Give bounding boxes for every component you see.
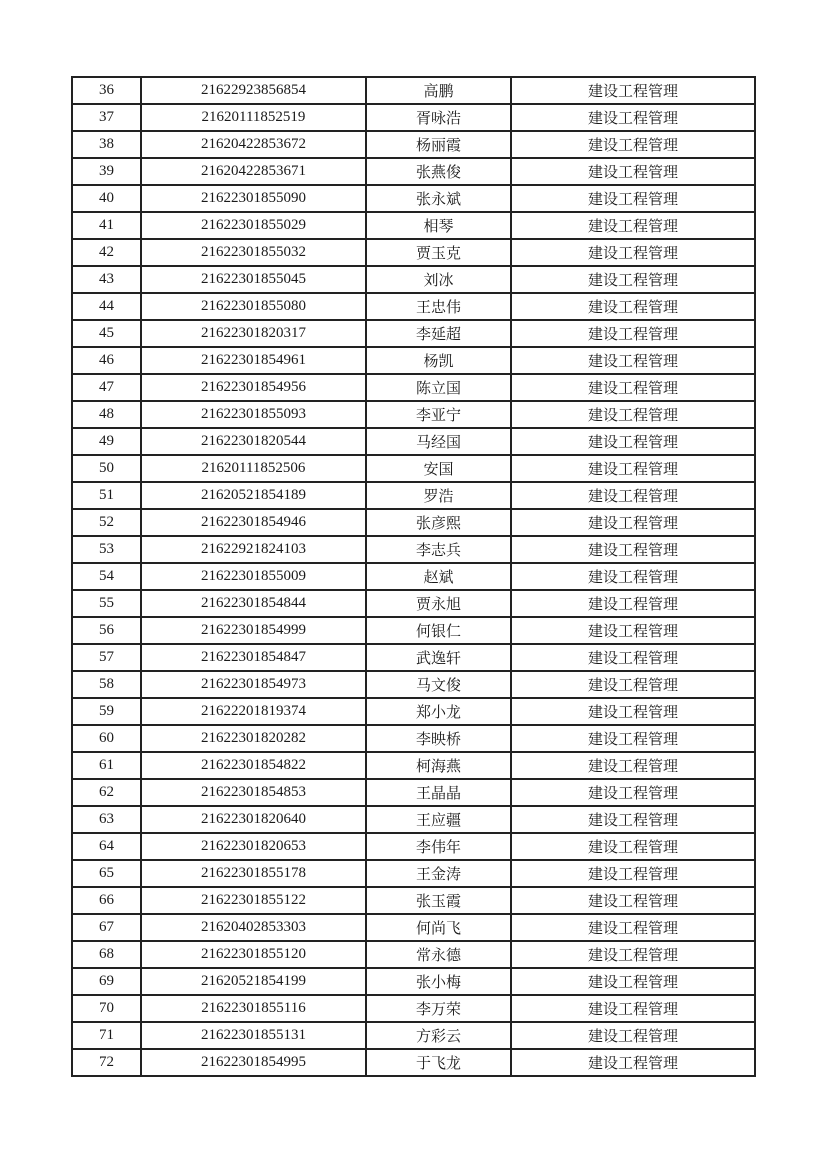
cell-id: 21622301855131 <box>141 1022 366 1049</box>
cell-name: 赵斌 <box>366 563 511 590</box>
cell-major: 建设工程管理 <box>511 482 755 509</box>
cell-id: 21620521854189 <box>141 482 366 509</box>
cell-major: 建设工程管理 <box>511 563 755 590</box>
cell-id: 21620402853303 <box>141 914 366 941</box>
cell-name: 张彦熙 <box>366 509 511 536</box>
cell-id: 21622301854847 <box>141 644 366 671</box>
cell-major: 建设工程管理 <box>511 914 755 941</box>
cell-id: 21622301855045 <box>141 266 366 293</box>
cell-name: 李伟年 <box>366 833 511 860</box>
cell-no: 72 <box>72 1049 141 1076</box>
cell-no: 38 <box>72 131 141 158</box>
cell-name: 杨丽霞 <box>366 131 511 158</box>
table-row <box>72 212 755 239</box>
cell-major: 建设工程管理 <box>511 725 755 752</box>
cell-id: 21622301820544 <box>141 428 366 455</box>
cell-name: 李志兵 <box>366 536 511 563</box>
cell-name: 李万荣 <box>366 995 511 1022</box>
table-row <box>72 104 755 131</box>
cell-no: 60 <box>72 725 141 752</box>
cell-id: 21622301854999 <box>141 617 366 644</box>
table-row <box>72 293 755 320</box>
table-row <box>72 644 755 671</box>
cell-no: 56 <box>72 617 141 644</box>
cell-name: 高鹏 <box>366 77 511 104</box>
cell-major: 建设工程管理 <box>511 239 755 266</box>
cell-name: 罗浩 <box>366 482 511 509</box>
cell-id: 21622301854961 <box>141 347 366 374</box>
cell-id: 21622301820282 <box>141 725 366 752</box>
cell-no: 50 <box>72 455 141 482</box>
cell-name: 柯海燕 <box>366 752 511 779</box>
cell-no: 70 <box>72 995 141 1022</box>
table-row <box>72 77 755 104</box>
cell-major: 建设工程管理 <box>511 995 755 1022</box>
cell-id: 21620422853672 <box>141 131 366 158</box>
table-row <box>72 941 755 968</box>
table-row <box>72 536 755 563</box>
cell-id: 21622301854995 <box>141 1049 366 1076</box>
cell-no: 49 <box>72 428 141 455</box>
cell-name: 郑小龙 <box>366 698 511 725</box>
cell-name: 张永斌 <box>366 185 511 212</box>
cell-major: 建设工程管理 <box>511 860 755 887</box>
table-row <box>72 590 755 617</box>
table-row <box>72 779 755 806</box>
cell-name: 陈立国 <box>366 374 511 401</box>
table-row <box>72 968 755 995</box>
table-row <box>72 239 755 266</box>
table-row <box>72 806 755 833</box>
cell-name: 马文俊 <box>366 671 511 698</box>
cell-major: 建设工程管理 <box>511 212 755 239</box>
cell-major: 建设工程管理 <box>511 671 755 698</box>
cell-no: 52 <box>72 509 141 536</box>
table-row <box>72 617 755 644</box>
cell-name: 张玉霞 <box>366 887 511 914</box>
cell-no: 37 <box>72 104 141 131</box>
cell-no: 47 <box>72 374 141 401</box>
cell-name: 李延超 <box>366 320 511 347</box>
cell-no: 67 <box>72 914 141 941</box>
cell-name: 王忠伟 <box>366 293 511 320</box>
cell-major: 建设工程管理 <box>511 779 755 806</box>
table-row <box>72 671 755 698</box>
table-row <box>72 860 755 887</box>
cell-id: 21622301855093 <box>141 401 366 428</box>
cell-major: 建设工程管理 <box>511 185 755 212</box>
cell-id: 21622301854822 <box>141 752 366 779</box>
cell-name: 何银仁 <box>366 617 511 644</box>
table-row <box>72 347 755 374</box>
cell-name: 刘冰 <box>366 266 511 293</box>
cell-major: 建设工程管理 <box>511 158 755 185</box>
cell-id: 21622301855178 <box>141 860 366 887</box>
table-row <box>72 563 755 590</box>
table-row <box>72 320 755 347</box>
cell-major: 建设工程管理 <box>511 887 755 914</box>
cell-name: 张燕俊 <box>366 158 511 185</box>
cell-name: 相琴 <box>366 212 511 239</box>
cell-name: 安国 <box>366 455 511 482</box>
cell-no: 51 <box>72 482 141 509</box>
table-row <box>72 725 755 752</box>
cell-major: 建设工程管理 <box>511 428 755 455</box>
cell-no: 41 <box>72 212 141 239</box>
cell-major: 建设工程管理 <box>511 644 755 671</box>
cell-id: 21622301820640 <box>141 806 366 833</box>
table-row <box>72 185 755 212</box>
cell-no: 39 <box>72 158 141 185</box>
cell-no: 40 <box>72 185 141 212</box>
cell-id: 21622301854853 <box>141 779 366 806</box>
cell-major: 建设工程管理 <box>511 617 755 644</box>
cell-name: 武逸轩 <box>366 644 511 671</box>
cell-name: 杨凯 <box>366 347 511 374</box>
cell-id: 21622301820317 <box>141 320 366 347</box>
cell-major: 建设工程管理 <box>511 131 755 158</box>
student-roster-table <box>71 76 756 1077</box>
cell-name: 王金涛 <box>366 860 511 887</box>
cell-name: 马经国 <box>366 428 511 455</box>
cell-no: 59 <box>72 698 141 725</box>
table-row <box>72 158 755 185</box>
cell-id: 21620422853671 <box>141 158 366 185</box>
cell-major: 建设工程管理 <box>511 806 755 833</box>
cell-id: 21622301855009 <box>141 563 366 590</box>
cell-no: 42 <box>72 239 141 266</box>
table-row <box>72 266 755 293</box>
cell-name: 张小梅 <box>366 968 511 995</box>
cell-no: 66 <box>72 887 141 914</box>
cell-major: 建设工程管理 <box>511 968 755 995</box>
table-row <box>72 1022 755 1049</box>
cell-no: 62 <box>72 779 141 806</box>
cell-name: 方彩云 <box>366 1022 511 1049</box>
cell-id: 21622923856854 <box>141 77 366 104</box>
cell-id: 21622301854946 <box>141 509 366 536</box>
cell-no: 53 <box>72 536 141 563</box>
cell-major: 建设工程管理 <box>511 1022 755 1049</box>
cell-no: 71 <box>72 1022 141 1049</box>
cell-major: 建设工程管理 <box>511 698 755 725</box>
cell-major: 建设工程管理 <box>511 77 755 104</box>
cell-no: 64 <box>72 833 141 860</box>
cell-major: 建设工程管理 <box>511 104 755 131</box>
cell-no: 69 <box>72 968 141 995</box>
cell-id: 21622301854956 <box>141 374 366 401</box>
table-row <box>72 752 755 779</box>
cell-major: 建设工程管理 <box>511 401 755 428</box>
cell-id: 21622301855116 <box>141 995 366 1022</box>
cell-major: 建设工程管理 <box>511 941 755 968</box>
cell-major: 建设工程管理 <box>511 374 755 401</box>
table-row <box>72 833 755 860</box>
cell-no: 63 <box>72 806 141 833</box>
table-row <box>72 131 755 158</box>
cell-major: 建设工程管理 <box>511 509 755 536</box>
table-row <box>72 914 755 941</box>
cell-no: 36 <box>72 77 141 104</box>
cell-id: 21622301855029 <box>141 212 366 239</box>
cell-major: 建设工程管理 <box>511 590 755 617</box>
cell-name: 常永德 <box>366 941 511 968</box>
cell-major: 建设工程管理 <box>511 1049 755 1076</box>
cell-no: 68 <box>72 941 141 968</box>
student-table-body <box>72 77 755 1076</box>
cell-major: 建设工程管理 <box>511 536 755 563</box>
cell-name: 贾玉克 <box>366 239 511 266</box>
table-row <box>72 455 755 482</box>
cell-major: 建设工程管理 <box>511 293 755 320</box>
cell-name: 于飞龙 <box>366 1049 511 1076</box>
cell-id: 21620521854199 <box>141 968 366 995</box>
table-row <box>72 995 755 1022</box>
table-row <box>72 401 755 428</box>
table-row <box>72 887 755 914</box>
cell-major: 建设工程管理 <box>511 320 755 347</box>
cell-name: 王应疆 <box>366 806 511 833</box>
table-row <box>72 1049 755 1076</box>
cell-no: 46 <box>72 347 141 374</box>
cell-name: 李映桥 <box>366 725 511 752</box>
cell-name: 胥咏浩 <box>366 104 511 131</box>
cell-major: 建设工程管理 <box>511 752 755 779</box>
cell-no: 54 <box>72 563 141 590</box>
cell-no: 48 <box>72 401 141 428</box>
cell-id: 21622301855090 <box>141 185 366 212</box>
cell-name: 贾永旭 <box>366 590 511 617</box>
table-row <box>72 698 755 725</box>
cell-id: 21622301854844 <box>141 590 366 617</box>
cell-id: 21620111852506 <box>141 455 366 482</box>
cell-no: 43 <box>72 266 141 293</box>
table-row <box>72 482 755 509</box>
cell-no: 65 <box>72 860 141 887</box>
cell-no: 61 <box>72 752 141 779</box>
cell-name: 王晶晶 <box>366 779 511 806</box>
cell-major: 建设工程管理 <box>511 455 755 482</box>
cell-no: 44 <box>72 293 141 320</box>
cell-id: 21622301854973 <box>141 671 366 698</box>
cell-id: 21622921824103 <box>141 536 366 563</box>
cell-no: 45 <box>72 320 141 347</box>
cell-major: 建设工程管理 <box>511 266 755 293</box>
cell-id: 21622301855080 <box>141 293 366 320</box>
cell-id: 21622301855032 <box>141 239 366 266</box>
table-row <box>72 509 755 536</box>
cell-name: 何尚飞 <box>366 914 511 941</box>
cell-major: 建设工程管理 <box>511 833 755 860</box>
cell-no: 58 <box>72 671 141 698</box>
cell-no: 55 <box>72 590 141 617</box>
cell-id: 21622201819374 <box>141 698 366 725</box>
cell-id: 21622301855122 <box>141 887 366 914</box>
table-row <box>72 428 755 455</box>
cell-major: 建设工程管理 <box>511 347 755 374</box>
table-row <box>72 374 755 401</box>
cell-id: 21620111852519 <box>141 104 366 131</box>
cell-id: 21622301820653 <box>141 833 366 860</box>
cell-no: 57 <box>72 644 141 671</box>
cell-name: 李亚宁 <box>366 401 511 428</box>
cell-id: 21622301855120 <box>141 941 366 968</box>
